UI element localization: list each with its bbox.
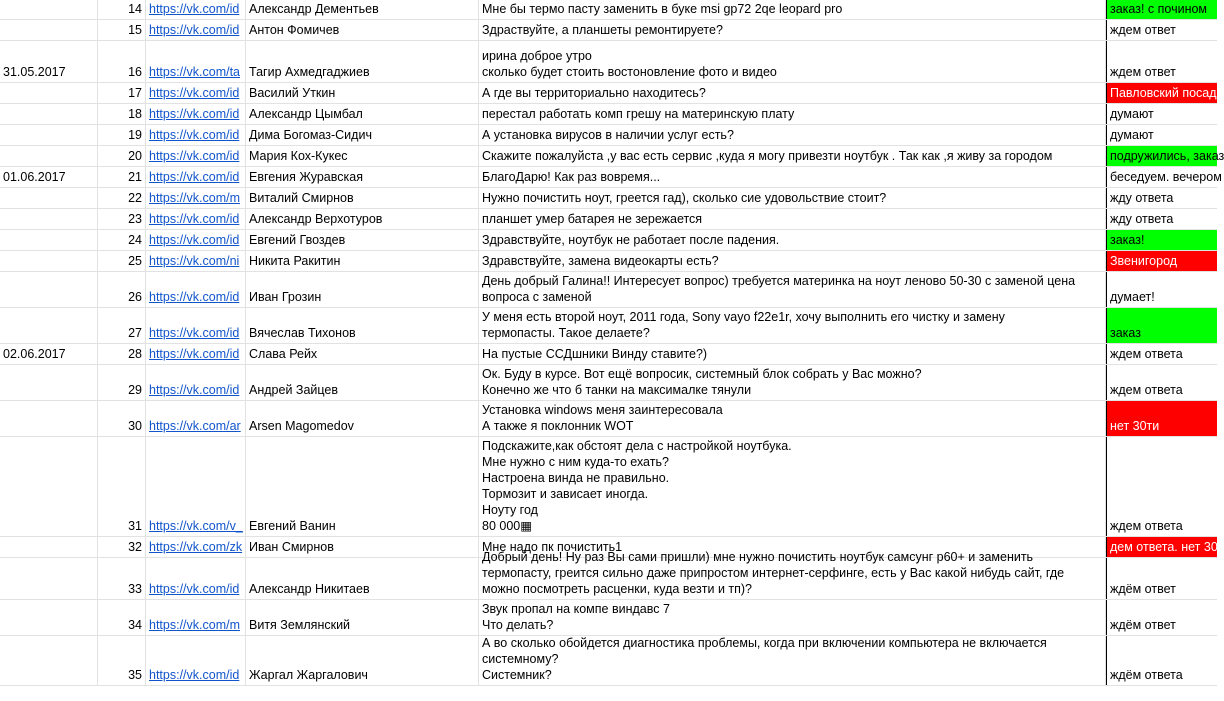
profile-link[interactable]: https://vk.com/id bbox=[149, 149, 240, 163]
status-text: Павловский посад bbox=[1110, 86, 1217, 100]
message-text: А установка вирусов в наличии услуг есть? bbox=[482, 128, 734, 142]
table-row bbox=[0, 344, 1217, 365]
name-text: Вячеслав Тихонов bbox=[249, 326, 356, 340]
message-text: Нужно почистить ноут, греется гад), сколько сие удовольствие стоит? bbox=[482, 191, 887, 205]
name-cell[interactable] bbox=[246, 104, 479, 124]
message-cell[interactable] bbox=[479, 41, 1106, 82]
link-cell[interactable] bbox=[146, 558, 246, 599]
name-cell[interactable] bbox=[246, 401, 479, 436]
status-cell[interactable] bbox=[1106, 401, 1217, 436]
message-cell[interactable] bbox=[479, 167, 1106, 187]
message-cell[interactable] bbox=[479, 230, 1106, 250]
link-cell[interactable] bbox=[146, 20, 246, 40]
date-cell[interactable] bbox=[0, 209, 98, 229]
message-cell[interactable] bbox=[479, 0, 1106, 19]
name-cell[interactable] bbox=[246, 0, 479, 19]
status-cell[interactable] bbox=[1106, 558, 1217, 599]
profile-link[interactable]: https://vk.com/id bbox=[149, 383, 240, 397]
name-text: Мария Кох-Кукес bbox=[249, 149, 348, 163]
table-row bbox=[0, 308, 1217, 344]
profile-link[interactable]: https://vk.com/id bbox=[149, 290, 240, 304]
row-number-text: 33 bbox=[128, 582, 142, 596]
row-number-text: 32 bbox=[128, 540, 142, 554]
row-number-text: 17 bbox=[128, 86, 142, 100]
status-cell[interactable] bbox=[1106, 636, 1217, 685]
message-cell[interactable] bbox=[479, 600, 1106, 635]
name-cell[interactable] bbox=[246, 437, 479, 536]
message-text: БлагоДарю! Как раз вовремя... bbox=[482, 170, 661, 184]
date-cell[interactable] bbox=[0, 230, 98, 250]
status-text: думают bbox=[1110, 107, 1154, 121]
date-cell[interactable] bbox=[0, 104, 98, 124]
row-number-cell[interactable] bbox=[98, 146, 146, 166]
profile-link[interactable]: https://vk.com/id bbox=[149, 326, 240, 340]
table-row bbox=[0, 636, 1217, 686]
status-cell[interactable] bbox=[1106, 104, 1217, 124]
name-text: Иван Грозин bbox=[249, 290, 322, 304]
name-text: Антон Фомичев bbox=[249, 23, 340, 37]
link-cell[interactable] bbox=[146, 251, 246, 271]
message-cell[interactable] bbox=[479, 125, 1106, 145]
profile-link[interactable]: https://vk.com/id bbox=[149, 128, 240, 142]
row-number-cell[interactable] bbox=[98, 41, 146, 82]
link-cell[interactable] bbox=[146, 188, 246, 208]
link-cell[interactable] bbox=[146, 167, 246, 187]
link-cell[interactable] bbox=[146, 600, 246, 635]
table-row bbox=[0, 41, 1217, 83]
date-cell[interactable] bbox=[0, 41, 98, 82]
profile-link[interactable]: https://vk.com/ar bbox=[149, 419, 241, 433]
status-text: думают bbox=[1110, 128, 1154, 142]
row-number-cell[interactable] bbox=[98, 104, 146, 124]
row-number-cell[interactable] bbox=[98, 558, 146, 599]
status-cell[interactable] bbox=[1106, 125, 1217, 145]
status-text: жду ответа bbox=[1110, 212, 1174, 226]
name-cell[interactable] bbox=[246, 308, 479, 343]
table-row bbox=[0, 209, 1217, 230]
message-text: Здраствуйте, а планшеты ремонтируете? bbox=[482, 23, 723, 37]
status-cell[interactable] bbox=[1106, 188, 1217, 208]
profile-link[interactable]: https://vk.com/v_ bbox=[149, 519, 243, 533]
message-text: На пустые ССДшники Винду ставите?) bbox=[482, 347, 708, 361]
status-text: заказ! bbox=[1110, 233, 1145, 247]
row-number-cell[interactable] bbox=[98, 365, 146, 400]
profile-link[interactable]: https://vk.com/id bbox=[149, 107, 240, 121]
message-cell[interactable] bbox=[479, 146, 1106, 166]
message-text: Здравствуйте, ноутбук не работает после падения. bbox=[482, 233, 780, 247]
status-cell[interactable] bbox=[1106, 167, 1222, 187]
table-row bbox=[0, 272, 1217, 308]
status-cell[interactable] bbox=[1106, 209, 1217, 229]
link-cell[interactable] bbox=[146, 636, 246, 685]
name-text: Евгения Журавская bbox=[249, 170, 363, 184]
status-text: думает! bbox=[1110, 290, 1155, 304]
row-number-text: 30 bbox=[128, 419, 142, 433]
date-text: 31.05.2017 bbox=[3, 65, 66, 79]
message-cell[interactable] bbox=[479, 188, 1106, 208]
status-text: Звенигород bbox=[1110, 254, 1178, 268]
name-text: Евгений Ванин bbox=[249, 519, 336, 533]
status-text: ждём ответ bbox=[1110, 618, 1176, 632]
date-cell[interactable] bbox=[0, 188, 98, 208]
profile-link[interactable]: https://vk.com/id bbox=[149, 668, 240, 682]
message-cell[interactable] bbox=[479, 20, 1106, 40]
status-cell[interactable] bbox=[1106, 344, 1217, 364]
date-cell[interactable] bbox=[0, 365, 98, 400]
status-text: заказ bbox=[1110, 326, 1141, 340]
row-number-text: 31 bbox=[128, 519, 142, 533]
message-text: А где вы территориально находитесь? bbox=[482, 86, 706, 100]
profile-link[interactable]: https://vk.com/m bbox=[149, 618, 240, 632]
status-cell[interactable] bbox=[1106, 365, 1217, 400]
name-text: Андрей Зайцев bbox=[249, 383, 338, 397]
row-number-text: 21 bbox=[128, 170, 142, 184]
status-cell[interactable] bbox=[1106, 0, 1217, 19]
row-number-text: 35 bbox=[128, 668, 142, 682]
row-number-cell[interactable] bbox=[98, 167, 146, 187]
table-row bbox=[0, 188, 1217, 209]
table-row bbox=[0, 146, 1224, 167]
date-cell[interactable] bbox=[0, 308, 98, 343]
row-number-cell[interactable] bbox=[98, 251, 146, 271]
date-cell[interactable] bbox=[0, 401, 98, 436]
name-cell[interactable] bbox=[246, 83, 479, 103]
row-number-text: 19 bbox=[128, 128, 142, 142]
link-cell[interactable] bbox=[146, 104, 246, 124]
date-cell[interactable] bbox=[0, 344, 98, 364]
name-cell[interactable] bbox=[246, 41, 479, 82]
row-number-cell[interactable] bbox=[98, 344, 146, 364]
row-number-cell[interactable] bbox=[98, 230, 146, 250]
name-text: Александр Цымбал bbox=[249, 107, 363, 121]
message-text: Здравствуйте, замена видеокарты есть? bbox=[482, 254, 719, 268]
message-text: Ок. Буду в курсе. Вот ещё вопросик, системный блок собрать у Вас можно? Конечно же что б танки на максималке тянули bbox=[482, 367, 922, 397]
message-text: планшет умер батарея не зережается bbox=[482, 212, 703, 226]
table-row bbox=[0, 230, 1217, 251]
name-cell[interactable] bbox=[246, 344, 479, 364]
table-row bbox=[0, 167, 1222, 188]
link-cell[interactable] bbox=[146, 41, 246, 82]
date-cell[interactable] bbox=[0, 125, 98, 145]
status-text: беседуем. вечером bbox=[1110, 170, 1222, 184]
date-text: 02.06.2017 bbox=[3, 347, 66, 361]
date-cell[interactable] bbox=[0, 167, 98, 187]
name-cell[interactable] bbox=[246, 272, 479, 307]
table-row bbox=[0, 550, 1217, 600]
name-text: Arsen Magomedov bbox=[249, 419, 354, 433]
message-cell[interactable] bbox=[479, 83, 1106, 103]
status-cell[interactable] bbox=[1106, 230, 1217, 250]
status-cell[interactable] bbox=[1106, 308, 1217, 343]
row-number-text: 28 bbox=[128, 347, 142, 361]
link-cell[interactable] bbox=[146, 0, 246, 19]
status-text: дем ответа. нет 30 bbox=[1110, 540, 1218, 554]
table-row bbox=[0, 437, 1217, 537]
message-cell[interactable] bbox=[479, 365, 1106, 400]
status-text: жду ответа bbox=[1110, 191, 1174, 205]
row-number-text: 24 bbox=[128, 233, 142, 247]
status-cell[interactable] bbox=[1106, 83, 1217, 103]
status-cell[interactable] bbox=[1106, 20, 1217, 40]
link-cell[interactable] bbox=[146, 437, 246, 536]
status-text: подружились, заказ bbox=[1110, 149, 1224, 163]
status-cell[interactable] bbox=[1106, 146, 1224, 166]
profile-link[interactable]: https://vk.com/zk bbox=[149, 540, 243, 554]
link-cell[interactable] bbox=[146, 344, 246, 364]
link-cell[interactable] bbox=[146, 272, 246, 307]
row-number-text: 29 bbox=[128, 383, 142, 397]
date-cell[interactable] bbox=[0, 20, 98, 40]
name-text: Александр Верхотуров bbox=[249, 212, 383, 226]
name-cell[interactable] bbox=[246, 558, 479, 599]
name-cell[interactable] bbox=[246, 167, 479, 187]
date-cell[interactable] bbox=[0, 437, 98, 536]
status-cell[interactable] bbox=[1106, 437, 1217, 536]
row-number-text: 15 bbox=[128, 23, 142, 37]
name-cell[interactable] bbox=[246, 146, 479, 166]
message-text: День добрый Галина!! Интересует вопрос) требуется материнка на ноут леново 50-30 с заменой цена вопроса с заменой bbox=[482, 274, 1076, 304]
row-number-cell[interactable] bbox=[98, 636, 146, 685]
table-row bbox=[0, 104, 1217, 125]
message-cell[interactable] bbox=[479, 401, 1106, 436]
profile-link[interactable]: https://vk.com/id bbox=[149, 212, 240, 226]
link-cell[interactable] bbox=[146, 230, 246, 250]
name-text: Слава Рейх bbox=[249, 347, 318, 361]
name-cell[interactable] bbox=[246, 209, 479, 229]
name-cell[interactable] bbox=[246, 20, 479, 40]
message-cell[interactable] bbox=[479, 550, 1106, 599]
date-text: 01.06.2017 bbox=[3, 170, 66, 184]
row-number-cell[interactable] bbox=[98, 83, 146, 103]
name-cell[interactable] bbox=[246, 537, 479, 557]
status-text: нет 30ти bbox=[1110, 419, 1160, 433]
message-text: А во сколько обойдется диагностика проблемы, когда при включении компьютера не включается системному? Системник? bbox=[482, 636, 1047, 682]
row-number-cell[interactable] bbox=[98, 209, 146, 229]
status-cell[interactable] bbox=[1106, 251, 1217, 271]
name-cell[interactable] bbox=[246, 636, 479, 685]
row-number-cell[interactable] bbox=[98, 401, 146, 436]
status-cell[interactable] bbox=[1106, 272, 1217, 307]
name-text: Виталий Смирнов bbox=[249, 191, 354, 205]
link-cell[interactable] bbox=[146, 125, 246, 145]
message-text: Скажите пожалуйста ,у вас есть сервис ,куда я могу привезти ноутбук . Так как ,я живу за городом bbox=[482, 149, 1053, 163]
message-text: Подскажите,как обстоят дела с настройкой ноутбука. Мне нужно с ним куда-то ехать? Настроена винда не правильно. Тормозит и зависает иногда. Ноуту год 80 000▦ bbox=[482, 439, 792, 533]
profile-link[interactable]: https://vk.com/id bbox=[149, 23, 240, 37]
date-cell[interactable] bbox=[0, 558, 98, 599]
row-number-text: 20 bbox=[128, 149, 142, 163]
row-number-cell[interactable] bbox=[98, 188, 146, 208]
table-row bbox=[0, 20, 1217, 41]
date-cell[interactable] bbox=[0, 537, 98, 557]
link-cell[interactable] bbox=[146, 83, 246, 103]
name-text: Иван Смирнов bbox=[249, 540, 334, 554]
row-number-text: 34 bbox=[128, 618, 142, 632]
name-text: Витя Землянский bbox=[249, 618, 351, 632]
link-cell[interactable] bbox=[146, 365, 246, 400]
status-cell[interactable] bbox=[1106, 600, 1217, 635]
message-cell[interactable] bbox=[479, 636, 1106, 685]
name-text: Дима Богомаз-Сидич bbox=[249, 128, 372, 142]
table-row bbox=[0, 0, 1217, 20]
profile-link[interactable]: https://vk.com/id bbox=[149, 170, 240, 184]
name-text: Тагир Ахмедгаджиев bbox=[249, 65, 370, 79]
name-text: Никита Ракитин bbox=[249, 254, 341, 268]
status-cell[interactable] bbox=[1106, 537, 1217, 557]
message-cell[interactable] bbox=[479, 209, 1106, 229]
date-cell[interactable] bbox=[0, 0, 98, 19]
table-row bbox=[0, 401, 1217, 437]
link-cell[interactable] bbox=[146, 308, 246, 343]
status-text: ждем ответа bbox=[1110, 519, 1183, 533]
row-number-text: 26 bbox=[128, 290, 142, 304]
row-number-cell[interactable] bbox=[98, 125, 146, 145]
profile-link[interactable]: https://vk.com/id bbox=[149, 86, 240, 100]
name-text: Василий Уткин bbox=[249, 86, 336, 100]
profile-link[interactable]: https://vk.com/id bbox=[149, 2, 240, 16]
row-number-cell[interactable] bbox=[98, 437, 146, 536]
date-cell[interactable] bbox=[0, 272, 98, 307]
status-text: ждем ответ bbox=[1110, 65, 1176, 79]
row-number-text: 14 bbox=[128, 2, 142, 16]
status-text: ждем ответ bbox=[1110, 23, 1176, 37]
message-text: Установка windows меня заинтересовала А также я поклонник WOT bbox=[482, 403, 723, 433]
message-cell[interactable] bbox=[479, 272, 1106, 307]
name-cell[interactable] bbox=[246, 251, 479, 271]
row-number-cell[interactable] bbox=[98, 308, 146, 343]
message-cell[interactable] bbox=[479, 251, 1106, 271]
name-text: Александр Никитаев bbox=[249, 582, 370, 596]
link-cell[interactable] bbox=[146, 537, 246, 557]
name-cell[interactable] bbox=[246, 230, 479, 250]
message-text: Добрый день! Ну раз Вы сами пришли) мне нужно почистить ноутбук самсунг р60+ и заменить термопасту, греится сильно даже припростом интернет-серфинге, есть у Вас какой нибудь сайт, где можно посмотреть расценки, куда везти и тп)? bbox=[482, 550, 1065, 596]
profile-link[interactable]: https://vk.com/m bbox=[149, 191, 240, 205]
row-number-cell[interactable] bbox=[98, 272, 146, 307]
profile-link[interactable]: https://vk.com/id bbox=[149, 347, 240, 361]
message-text: ирина доброе утро сколько будет стоить востоновление фото и видео bbox=[482, 49, 777, 79]
profile-link[interactable]: https://vk.com/ni bbox=[149, 254, 240, 268]
status-text: ждём ответ bbox=[1110, 582, 1176, 596]
row-number-text: 27 bbox=[128, 326, 142, 340]
table-row bbox=[0, 83, 1217, 104]
message-text: Мне надо пк почистить1 bbox=[482, 540, 623, 554]
status-text: заказ! с почином bbox=[1110, 2, 1208, 16]
status-text: ждём ответа bbox=[1110, 668, 1183, 682]
table-row bbox=[0, 365, 1217, 401]
date-cell[interactable] bbox=[0, 251, 98, 271]
row-number-text: 18 bbox=[128, 107, 142, 121]
table-row bbox=[0, 600, 1217, 636]
name-text: Евгений Гвоздев bbox=[249, 233, 346, 247]
message-cell[interactable] bbox=[479, 308, 1106, 343]
status-cell[interactable] bbox=[1106, 41, 1217, 82]
message-cell[interactable] bbox=[479, 437, 1106, 536]
table-row bbox=[0, 125, 1217, 146]
date-cell[interactable] bbox=[0, 83, 98, 103]
name-cell[interactable] bbox=[246, 365, 479, 400]
row-number-cell[interactable] bbox=[98, 537, 146, 557]
message-cell[interactable] bbox=[479, 104, 1106, 124]
message-text: Мне бы термо пасту заменить в буке msi gp72 2qe leopard pro bbox=[482, 2, 843, 16]
message-text: Звук пропал на компе виндавс 7 Что делать? bbox=[482, 602, 670, 632]
name-text: Александр Дементьев bbox=[249, 2, 379, 16]
message-cell[interactable] bbox=[479, 344, 1106, 364]
link-cell[interactable] bbox=[146, 209, 246, 229]
profile-link[interactable]: https://vk.com/ta bbox=[149, 65, 241, 79]
date-cell[interactable] bbox=[0, 146, 98, 166]
name-text: Жаргал Жаргалович bbox=[249, 668, 368, 682]
name-cell[interactable] bbox=[246, 125, 479, 145]
profile-link[interactable]: https://vk.com/id bbox=[149, 233, 240, 247]
row-number-text: 25 bbox=[128, 254, 142, 268]
profile-link[interactable]: https://vk.com/id bbox=[149, 582, 240, 596]
message-text: У меня есть второй ноут, 2011 года, Sony vayo f22e1r, хочу выполнить его чистку и замену термопасты. Такое делаете? bbox=[482, 310, 1005, 340]
date-cell[interactable] bbox=[0, 636, 98, 685]
link-cell[interactable] bbox=[146, 401, 246, 436]
message-text: перестал работать комп грешу на материнскую плату bbox=[482, 107, 795, 121]
row-number-cell[interactable] bbox=[98, 0, 146, 19]
name-cell[interactable] bbox=[246, 600, 479, 635]
status-text: ждем ответа bbox=[1110, 383, 1183, 397]
row-number-text: 16 bbox=[128, 65, 142, 79]
date-cell[interactable] bbox=[0, 600, 98, 635]
name-cell[interactable] bbox=[246, 188, 479, 208]
row-number-cell[interactable] bbox=[98, 600, 146, 635]
status-text: ждем ответа bbox=[1110, 347, 1183, 361]
row-number-cell[interactable] bbox=[98, 20, 146, 40]
table-row bbox=[0, 251, 1217, 272]
row-number-text: 22 bbox=[128, 191, 142, 205]
link-cell[interactable] bbox=[146, 146, 246, 166]
row-number-text: 23 bbox=[128, 212, 142, 226]
